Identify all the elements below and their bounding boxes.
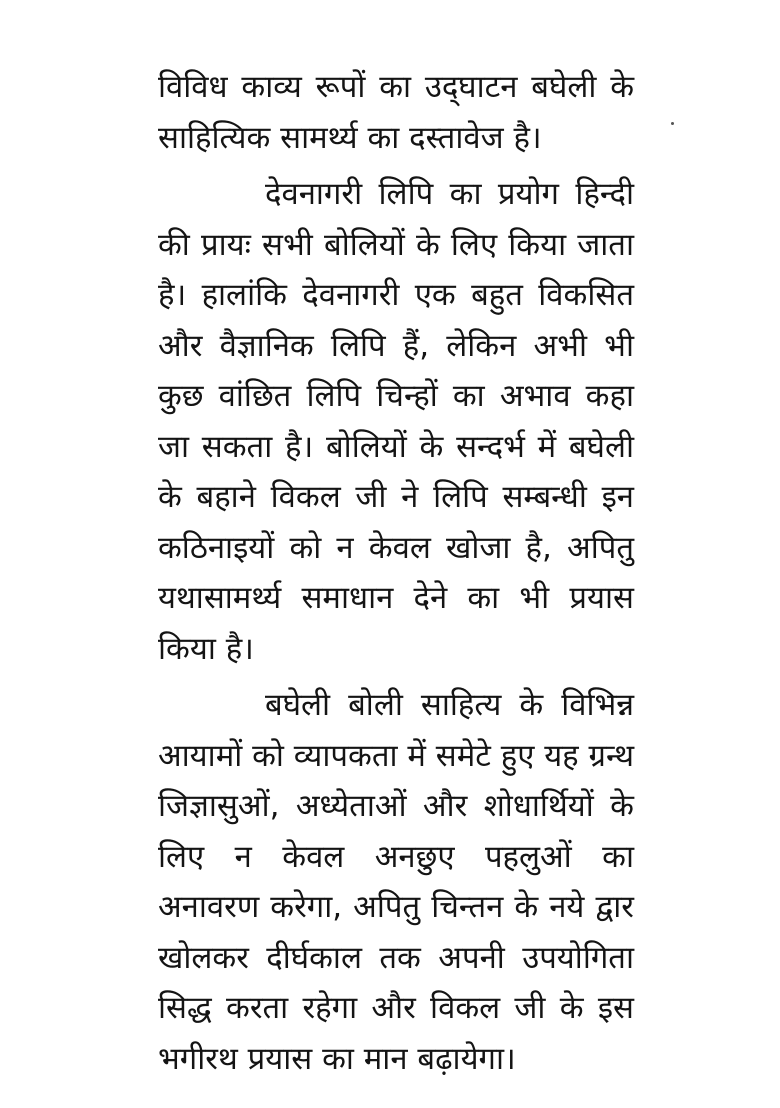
paragraph-2 xyxy=(158,169,634,674)
text-line: सिद्ध करता रहेगा और विकल जी के इस xyxy=(158,990,634,1026)
text-line: आयामों को व्यापकता में समेटे हुए यह ग्रन्थ xyxy=(158,737,635,774)
text-line: जिज्ञासुओं, अध्येताओं और शोधार्थियों के xyxy=(158,788,634,824)
paragraph-1 xyxy=(158,62,634,163)
text-line: यथासामर्थ्य समाधान देने का भी प्रयास xyxy=(158,580,634,616)
text-line: खोलकर दीर्घकाल तक अपनी उपयोगिता xyxy=(158,939,634,976)
text-line: और वैज्ञानिक लिपि हैं, लेकिन अभी भी xyxy=(158,327,634,364)
text-line: है। हालांकि देवनागरी एक बहुत विकसित xyxy=(158,277,634,313)
text-line: की प्रायः सभी बोलियों के लिए किया जाता xyxy=(158,226,634,263)
text-line: साहित्यिक सामर्थ्य का दस्तावेज है। xyxy=(158,119,542,156)
text-line: भगीरथ प्रयास का मान बढ़ायेगा। xyxy=(158,1040,516,1077)
text-line: लिए न केवल अनछुए पहलुओं का xyxy=(158,838,634,875)
text-line: के बहाने विकल जी ने लिपि सम्बन्धी इन xyxy=(158,479,634,515)
text-line: जा सकता है। बोलियों के सन्दर्भ में बघेली xyxy=(158,428,634,465)
text-line: देवनागरी लिपि का प्रयोग हिन्दी xyxy=(265,176,634,212)
scan-speck xyxy=(671,122,674,125)
text-line: किया है। xyxy=(158,630,254,667)
text-line: बघेली बोली साहित्य के विभिन्न xyxy=(265,687,634,723)
text-line: विविध काव्य रूपों का उद्‌घाटन बघेली के xyxy=(158,69,634,105)
paragraph-3 xyxy=(158,680,634,1084)
text-line: कुछ वांछित लिपि चिन्हों का अभाव कहा xyxy=(158,378,634,414)
text-line: अनावरण करेगा, अपितु चिन्तन के नये द्वार xyxy=(158,889,634,925)
text-line: कठिनाइयों को न केवल खोजा है, अपितु xyxy=(158,529,634,566)
body-text xyxy=(158,62,634,1084)
